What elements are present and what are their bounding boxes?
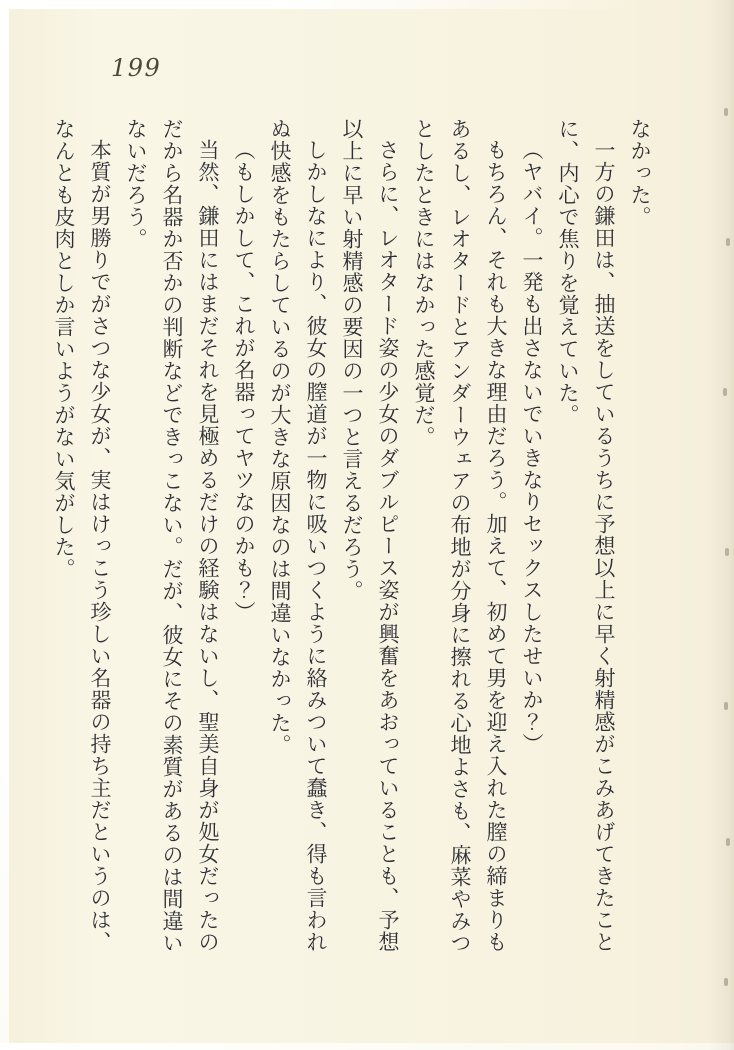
scan-speck xyxy=(724,978,728,986)
paragraph: 当然、鎌田にはまだそれを見極めるだけの経験はないし、聖美自身が処女だったのだから名器か否かの判断などできっこない。だが、彼女にその素質があるのは間違いないだろう。 xyxy=(124,118,220,954)
paragraph: 本質が男勝りでがさつな少女が、実はけっこう珍しい名器の持ち主だというのは、なんとも皮肉としか言いようがない気がした。 xyxy=(52,118,112,953)
scan-speck xyxy=(726,838,730,846)
paragraph: なかった。 xyxy=(628,118,652,228)
body-text xyxy=(46,118,658,958)
paragraph: もちろん、それも大きな理由だろう。加えて、初めて男を迎え入れた膣の締まりもあるし、レオタードとアンダーウェアの布地が分身に擦れる心地よさも、麻菜やみつとしたときにはなかった感覚だ。 xyxy=(412,118,508,954)
scan-edge-left xyxy=(0,0,9,1050)
paragraph: （ヤバイ。一発も出さないでいきなりセックスしたせいか？） xyxy=(520,139,544,755)
paragraph: （もしかして、これが名器ってヤツなのかも？） xyxy=(232,139,256,623)
scan-speck xyxy=(726,238,730,246)
paragraph: 一方の鎌田は、抽送をしているうちに予想以上に早く射精感がこみあげてきたことに、内心で焦りを覚えていた。 xyxy=(556,118,616,953)
paragraph: さらに、レオタード姿の少女のダブルピース姿が興奮をあおっていることも、予想以上に早い射精感の要因の一つと言えるだろう。 xyxy=(340,118,400,953)
page-number: 199 xyxy=(111,54,162,82)
scan-edge-bottom xyxy=(0,1043,734,1050)
scan-edge-top xyxy=(0,0,734,9)
gutter-shadow xyxy=(708,0,734,1050)
paragraph: しかしなにより、彼女の膣道が一物に吸いつくように絡みついて蠢き、得も言われぬ快感をもたらしているのが大きな原因なのは間違いなかった。 xyxy=(268,118,328,953)
scan-speck xyxy=(724,702,728,710)
scan-speck xyxy=(724,108,728,116)
scan-speck xyxy=(725,548,729,556)
scan-speck xyxy=(723,388,727,396)
